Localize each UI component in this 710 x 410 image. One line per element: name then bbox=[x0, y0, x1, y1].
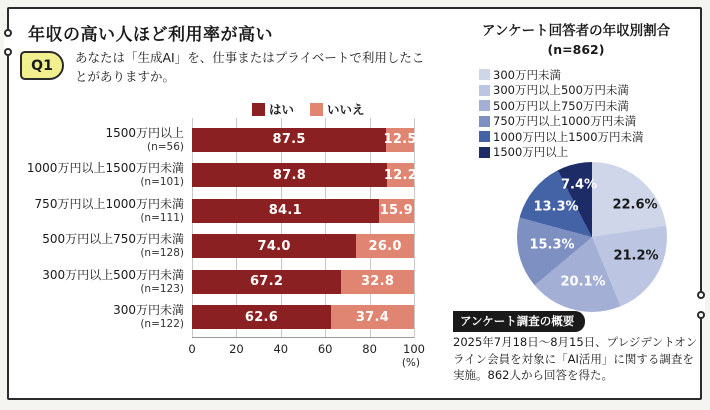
table-row bbox=[8, 229, 432, 265]
pie-chart-title bbox=[452, 22, 700, 58]
pie-slice-label: 21.2% bbox=[613, 248, 659, 264]
bar-track bbox=[192, 270, 414, 294]
bar-yes-segment bbox=[192, 163, 387, 187]
bar-yes-segment bbox=[192, 305, 331, 329]
legend-item bbox=[479, 83, 644, 99]
frame-dot-icon bbox=[4, 29, 12, 37]
bar-value-label: 87.5 bbox=[272, 132, 306, 148]
legend-swatch-icon bbox=[479, 85, 490, 96]
x-axis-line bbox=[192, 337, 414, 338]
bar-yes-segment bbox=[192, 128, 386, 152]
bar-no-segment bbox=[383, 163, 418, 187]
legend-label: 750万円以上1000万円未満 bbox=[493, 114, 637, 129]
category-name: 500万円以上750万円未満 bbox=[42, 232, 184, 247]
bar-value-label: 62.6 bbox=[244, 309, 279, 325]
survey-summary-note: 2025年7月18日〜8月15日、プレジデントオンライン会員を対象に「AI活用」に関する調査を実施。862人から回答を得た。 bbox=[453, 335, 698, 383]
bar-no-segment bbox=[331, 305, 414, 329]
table-row bbox=[8, 122, 432, 158]
bar-value-label: 37.4 bbox=[355, 309, 390, 325]
legend-item bbox=[479, 129, 644, 145]
bar-value-label: 12.5 bbox=[383, 132, 417, 148]
bar-category-label bbox=[8, 198, 192, 224]
legend-swatch-icon bbox=[479, 116, 490, 127]
table-row bbox=[8, 264, 432, 300]
bar-track bbox=[192, 199, 414, 223]
axis-tick-label: 0 bbox=[188, 342, 196, 356]
axis-tick-label: 60 bbox=[317, 342, 333, 356]
bar-no-segment bbox=[356, 234, 414, 258]
bar-chart-legend bbox=[252, 100, 365, 118]
legend-item bbox=[252, 100, 294, 118]
bar-value-label: 32.8 bbox=[360, 274, 395, 290]
legend-label: 300万円以上500万円未満 bbox=[493, 83, 629, 98]
bar-track bbox=[192, 234, 414, 258]
legend-item bbox=[479, 145, 644, 161]
bar-no-segment bbox=[379, 199, 414, 223]
bar-category-label bbox=[8, 162, 192, 188]
legend-swatch-icon bbox=[479, 69, 490, 80]
category-name: 750万円以上1000万円未満 bbox=[34, 196, 184, 211]
bar-no-segment bbox=[341, 270, 414, 294]
legend-item bbox=[310, 100, 365, 118]
frame-dot-icon bbox=[4, 48, 12, 56]
legend-swatch-icon bbox=[310, 103, 323, 116]
legend-swatch-icon bbox=[479, 147, 490, 158]
bar-category-label bbox=[8, 233, 192, 259]
bar-rows bbox=[8, 122, 432, 335]
pie-chart-legend bbox=[479, 67, 644, 160]
bar-yes-segment bbox=[192, 270, 341, 294]
bar-track bbox=[192, 128, 417, 152]
frame-dot-icon bbox=[697, 291, 705, 299]
legend-label: 500万円以上750万円未満 bbox=[493, 98, 629, 113]
frame-gap-right bbox=[697, 298, 705, 312]
bar-value-label: 12.2 bbox=[383, 167, 418, 183]
category-sample-size: (n=122) bbox=[140, 318, 184, 331]
bar-value-label: 87.8 bbox=[272, 167, 307, 183]
bar-track bbox=[192, 163, 418, 187]
page-title: 年収の高い人ほど利用率が高い bbox=[28, 25, 273, 45]
pie-chart bbox=[517, 162, 667, 312]
pie-slice-label: 7.4% bbox=[560, 177, 598, 193]
legend-swatch-icon bbox=[252, 103, 265, 116]
category-name: 1000万円以上1500万円未満 bbox=[26, 161, 184, 176]
axis-tick-label: 100 bbox=[403, 342, 425, 356]
pie-slice-label: 13.3% bbox=[533, 199, 579, 215]
legend-label: はい bbox=[269, 102, 295, 117]
legend-label: 300万円未満 bbox=[493, 67, 561, 82]
legend-item bbox=[479, 98, 644, 114]
axis-tick-label: 20 bbox=[229, 342, 244, 356]
bar-yes-segment bbox=[192, 234, 356, 258]
bar-category-label bbox=[8, 269, 192, 295]
pie-title-text: アンケート回答者の年収別割合 bbox=[481, 23, 671, 39]
survey-summary-badge: アンケート調査の概要 bbox=[453, 311, 585, 332]
axis-tick-label: 40 bbox=[273, 342, 289, 356]
bar-track bbox=[192, 305, 414, 329]
category-name: 1500万円以上 bbox=[105, 125, 184, 140]
legend-swatch-icon bbox=[479, 100, 490, 111]
category-name: 300万円未満 bbox=[113, 303, 184, 318]
category-sample-size: (n=123) bbox=[140, 282, 184, 295]
pie-slice-label: 22.6% bbox=[612, 197, 658, 213]
category-sample-size: (n=111) bbox=[140, 211, 184, 224]
bar-chart bbox=[8, 118, 432, 388]
legend-item bbox=[479, 114, 644, 130]
axis-unit-label: (%) bbox=[401, 357, 420, 369]
legend-label: 1000万円以上1500万円未満 bbox=[493, 129, 644, 144]
category-sample-size: (n=128) bbox=[140, 247, 184, 260]
bar-yes-segment bbox=[192, 199, 379, 223]
legend-swatch-icon bbox=[479, 131, 490, 142]
table-row bbox=[8, 158, 432, 194]
bar-no-segment bbox=[383, 128, 417, 152]
bar-value-label: 26.0 bbox=[368, 238, 402, 254]
category-name: 300万円以上500万円未満 bbox=[42, 267, 184, 282]
bar-value-label: 67.2 bbox=[249, 274, 284, 290]
question-number-badge: Q1 bbox=[20, 51, 64, 80]
legend-label: 1500万円以上 bbox=[493, 145, 569, 160]
frame-dot-icon bbox=[697, 311, 705, 319]
legend-label: いいえ bbox=[327, 102, 365, 117]
pie-slice-label: 15.3% bbox=[529, 237, 575, 253]
legend-item bbox=[479, 67, 644, 83]
category-sample-size: (n=56) bbox=[146, 140, 184, 153]
pie-sample-size: (n=862) bbox=[547, 41, 605, 57]
table-row bbox=[8, 193, 432, 229]
category-sample-size: (n=101) bbox=[140, 176, 184, 189]
question-text: あなたは「生成AI」を、仕事またはプライベートで利用したことがありますか。 bbox=[75, 50, 425, 85]
bar-category-label bbox=[8, 304, 192, 330]
axis-tick-label: 80 bbox=[362, 342, 377, 356]
pie-slice-label: 20.1% bbox=[560, 274, 606, 290]
bar-category-label bbox=[8, 127, 192, 153]
bar-chart-x-axis bbox=[188, 342, 425, 372]
bar-value-label: 84.1 bbox=[268, 203, 302, 219]
bar-value-label: 15.9 bbox=[379, 203, 413, 219]
bar-value-label: 74.0 bbox=[257, 238, 291, 254]
table-row bbox=[8, 300, 432, 336]
